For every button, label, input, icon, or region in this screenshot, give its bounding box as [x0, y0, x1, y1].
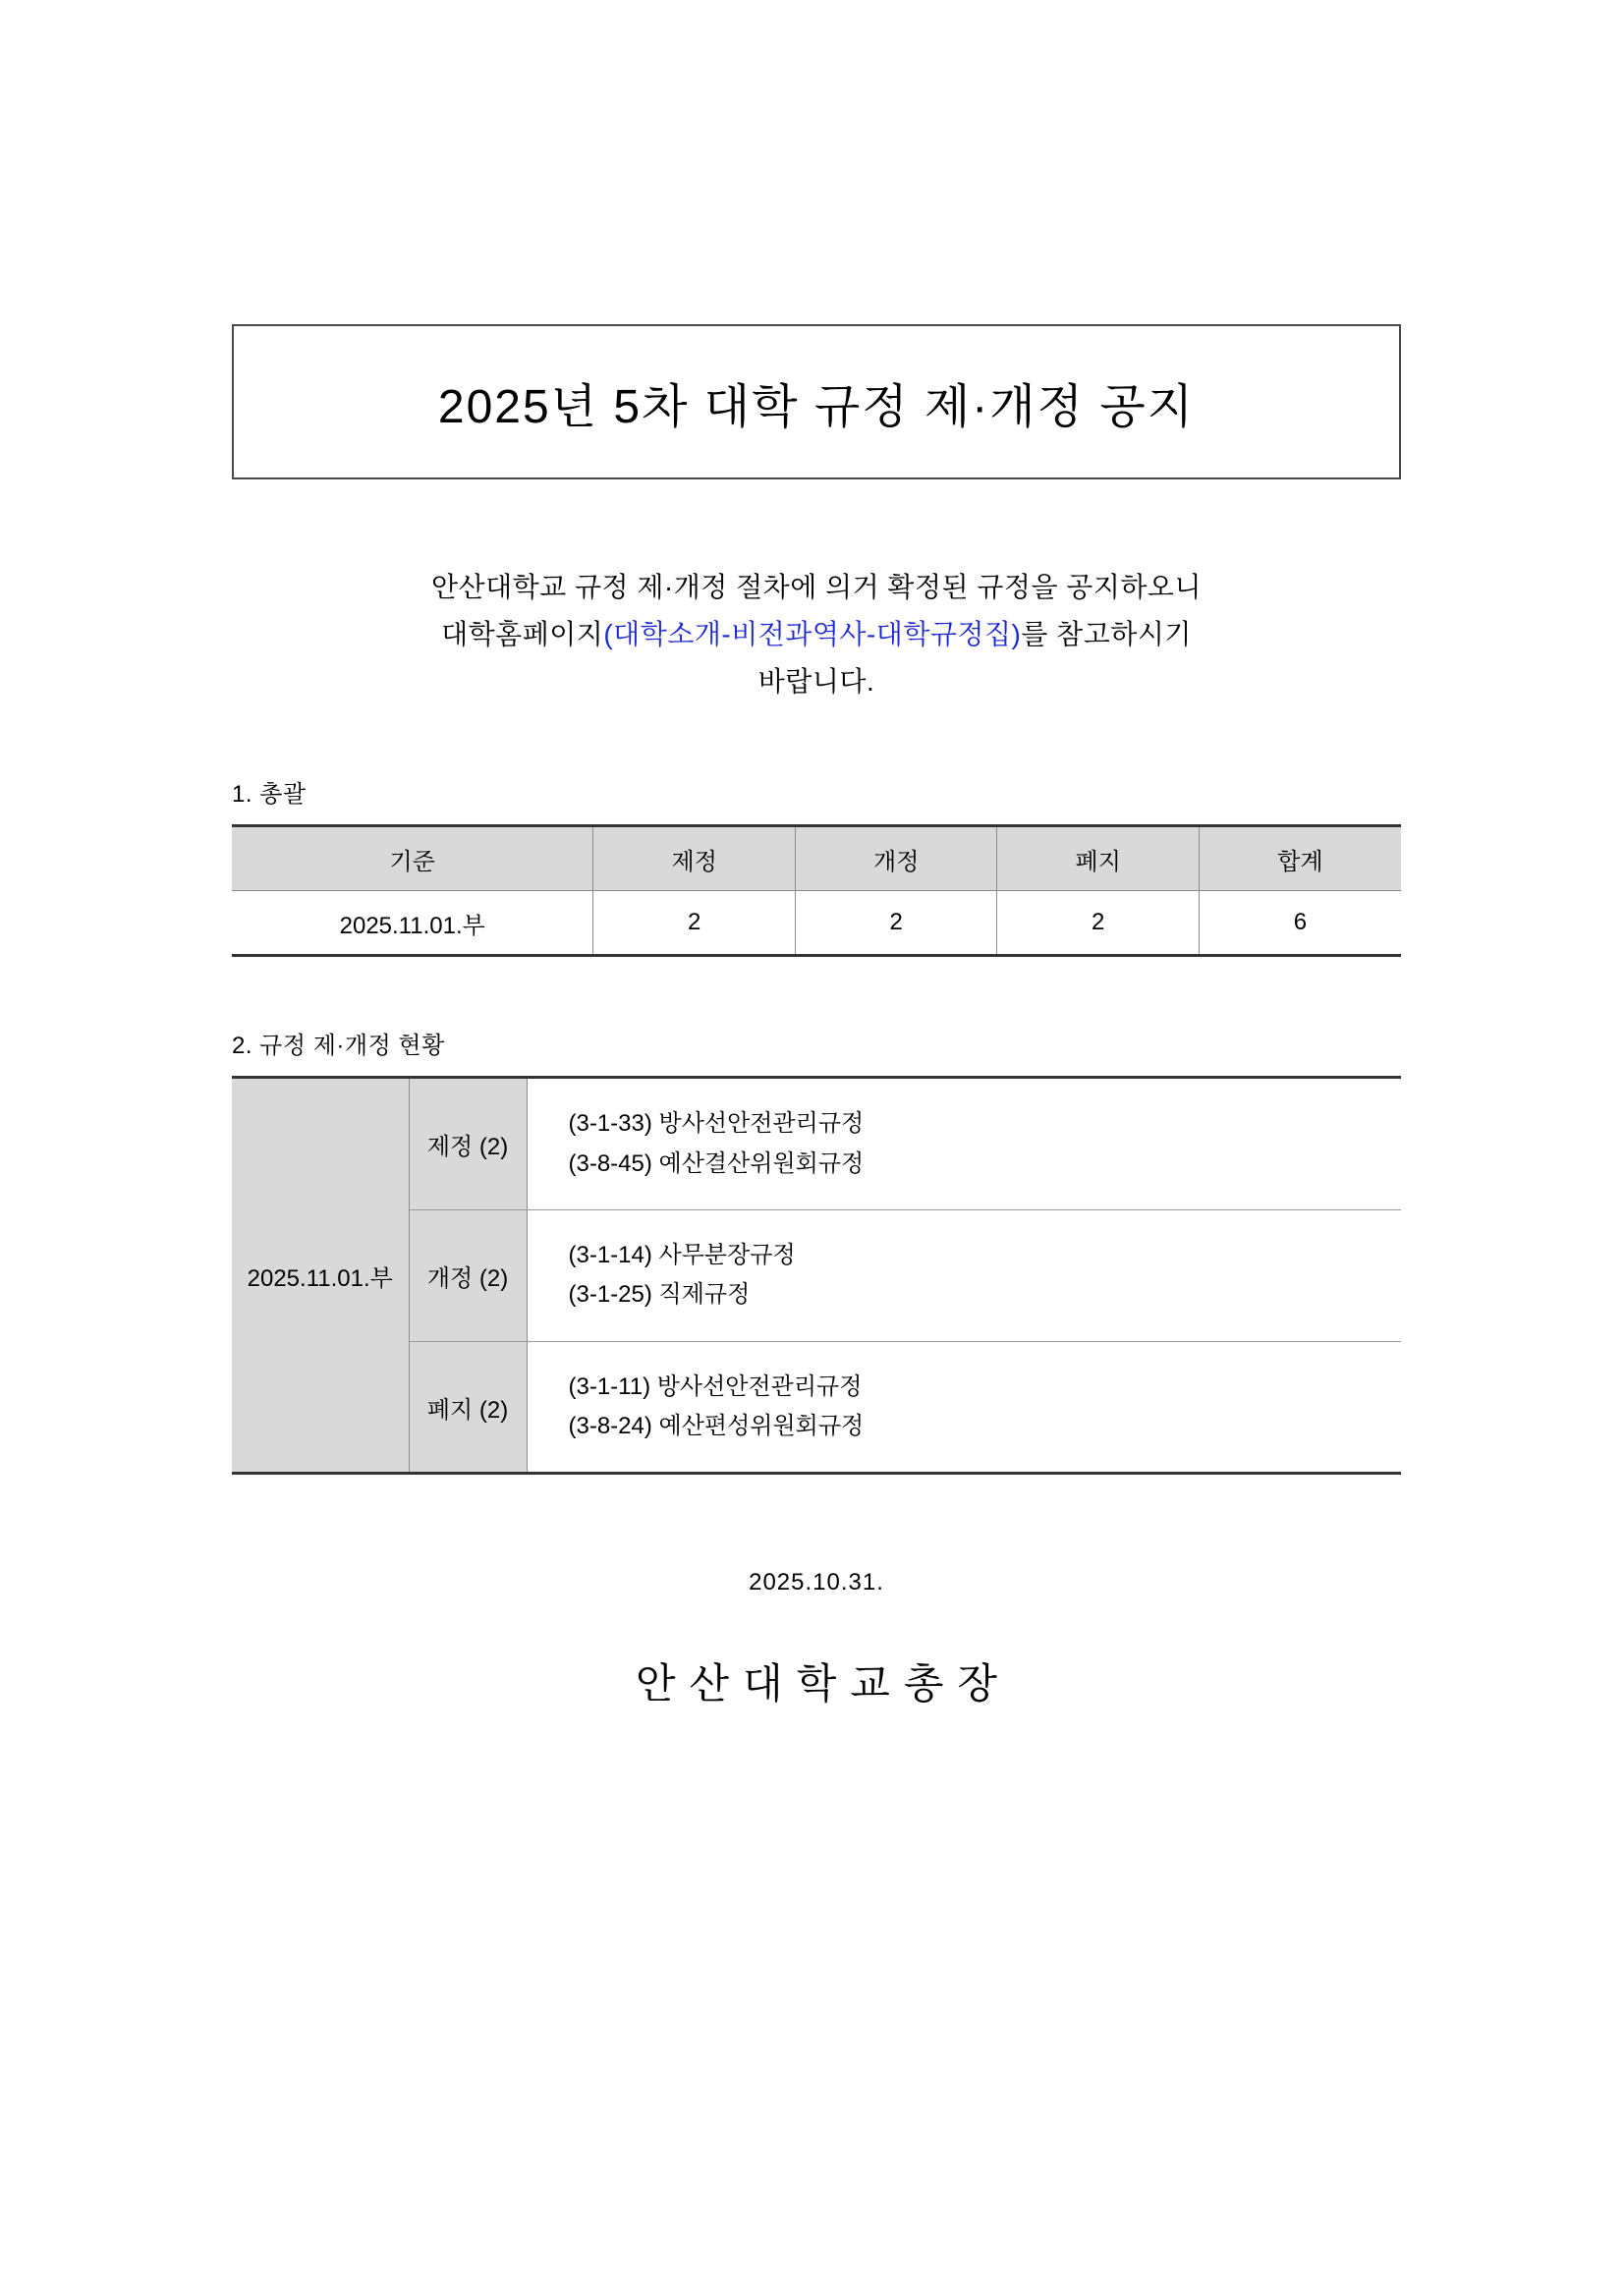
summary-table	[232, 824, 1401, 957]
list-item: (3-1-14) 사무분장규정	[568, 1242, 796, 1269]
intro-line-2-post: 를 참고하시기	[1021, 619, 1192, 650]
detail-cell-kind-abolished: 폐지 (2)	[409, 1341, 527, 1474]
summary-header-cell: 폐지	[997, 826, 1200, 891]
list-item: (3-1-25) 직제규정	[568, 1281, 751, 1309]
list-item: (3-8-45) 예산결산위원회규정	[568, 1149, 865, 1177]
detail-cell-kind-amended: 개정 (2)	[409, 1210, 527, 1342]
table-row	[232, 891, 1401, 956]
page-title: 2025년 5차 대학 규정 제·개정 공지	[437, 380, 1196, 433]
intro-line-2	[232, 611, 1401, 658]
detail-cell-date: 2025.11.01.부	[232, 1078, 409, 1474]
footer-date: 2025.10.31.	[749, 1569, 884, 1596]
intro-line-1: 안산대학교 규정 제·개정 절차에 의거 확정된 규정을 공지하오니	[430, 572, 1203, 602]
footer-signature: 안산대학교총장	[635, 1660, 1011, 1708]
table-row	[232, 1078, 1401, 1210]
detail-cell-list-amended	[527, 1210, 1401, 1342]
summary-header-cell: 제정	[593, 826, 796, 891]
detail-cell-kind-enacted: 제정 (2)	[409, 1078, 527, 1210]
intro-paragraph	[232, 564, 1401, 705]
section-1-label: 1. 총괄	[232, 781, 307, 809]
summary-header-cell: 기준	[232, 826, 593, 891]
list-item: (3-1-33) 방사선안전관리규정	[568, 1110, 865, 1138]
intro-line-3: 바랍니다.	[757, 666, 875, 698]
detail-table	[232, 1076, 1401, 1475]
section-2-label: 2. 규정 제·개정 현황	[232, 1033, 445, 1060]
summary-cell-enacted: 2	[593, 891, 796, 956]
intro-line-2-pre: 대학홈페이지	[441, 619, 604, 650]
summary-cell-total: 6	[1199, 891, 1401, 956]
table-header-row	[232, 826, 1401, 891]
summary-cell-amended: 2	[795, 891, 997, 956]
title-box	[232, 324, 1401, 479]
list-item: (3-8-24) 예산편성위원회규정	[568, 1413, 865, 1440]
summary-header-cell: 합계	[1199, 826, 1401, 891]
document-content	[232, 324, 1401, 1710]
summary-cell-abolished: 2	[997, 891, 1200, 956]
detail-cell-list-enacted	[527, 1078, 1401, 1210]
detail-cell-list-abolished	[527, 1341, 1401, 1474]
regulation-path-link[interactable]: (대학소개-비전과역사-대학규정집)	[603, 619, 1022, 650]
summary-header-cell: 개정	[795, 826, 997, 891]
summary-cell-basis: 2025.11.01.부	[232, 891, 593, 956]
list-item: (3-1-11) 방사선안전관리규정	[568, 1372, 863, 1400]
